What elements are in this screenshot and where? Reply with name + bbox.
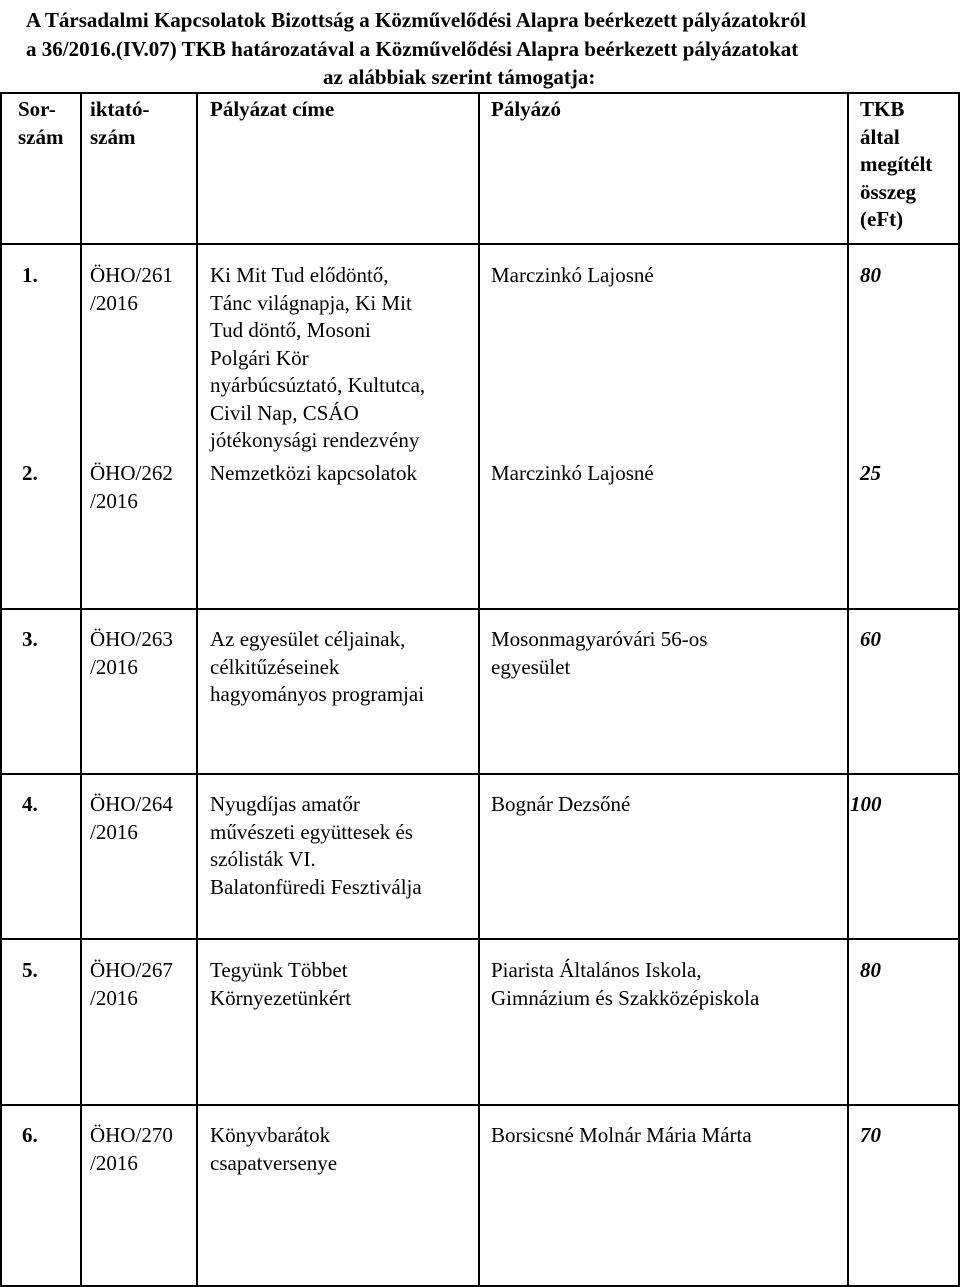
row-4-osszeg: 100 (850, 792, 882, 816)
row-6-cim: Könyvbarátok csapatversenye (210, 1123, 338, 1175)
row-3-sorszam: 3. (22, 627, 38, 651)
grant-table (0, 92, 960, 1287)
row-5-palyazo: Piarista Általános Iskola, Gimnázium és Szakközépiskola (491, 958, 760, 1010)
row-4-cim: Nyugdíjas amatőr művészeti együttesek és szólisták VI. Balatonfüredi Fesztiválja (210, 792, 422, 899)
table-rule (0, 773, 960, 775)
table-rule (478, 92, 480, 1287)
row-6-palyazo: Borsicsné Molnár Mária Márta (491, 1123, 752, 1147)
header-palyazat-cime: Pályázat címe (210, 97, 335, 121)
table-rule (0, 243, 960, 245)
row-2-cim: Nemzetközi kapcsolatok (210, 461, 418, 485)
row-1-palyazo: Marczinkó Lajosné (491, 263, 654, 287)
row-3-cim: Az egyesület céljainak, célkitűzéseinek hagyományos programjai (210, 627, 425, 706)
row-4-sorszam: 4. (22, 792, 38, 816)
row-2-sorszam: 2. (22, 461, 38, 485)
table-rule (0, 92, 960, 94)
row-1-sorszam: 1. (22, 263, 38, 287)
row-3-osszeg: 60 (860, 627, 881, 651)
row-5-cim: Tegyünk Többet Környezetünkért (210, 958, 352, 1010)
header-sorszam: Sor- szám (18, 97, 64, 149)
title-line-1: A Társadalmi Kapcsolatok Bizottság a Közművelődési Alapra beérkezett pályázatokról (26, 8, 807, 32)
row-6-sorszam: 6. (22, 1123, 38, 1147)
table-rule (0, 92, 2, 1287)
header-osszeg: TKB által megítélt összeg (eFt) (860, 97, 933, 231)
row-1-cim: Ki Mit Tud elődöntő, Tánc világnapja, Ki Mit Tud döntő, Mosoni Polgári Kör nyárbúcsúztató, Kultutca, Civil Nap, CSÁO jótékonysági rendezvény (210, 263, 426, 452)
table-rule (0, 608, 960, 610)
row-1-osszeg: 80 (860, 263, 881, 287)
header-iktatoszam: iktató- szám (90, 97, 150, 149)
table-rule (196, 92, 198, 1287)
row-3-iktatoszam: ÖHO/263 /2016 (90, 627, 173, 679)
title-line-3: az alábbiak szerint támogatja: (323, 65, 596, 89)
row-1-iktatoszam: ÖHO/261 /2016 (90, 263, 173, 315)
row-2-iktatoszam: ÖHO/262 /2016 (90, 461, 173, 513)
document-title (0, 0, 960, 92)
row-2-osszeg: 25 (860, 461, 881, 485)
row-3-palyazo: Mosonmagyaróvári 56-os egyesület (491, 627, 708, 679)
title-line-2: a 36/2016.(IV.07) TKB határozatával a Közművelődési Alapra beérkezett pályázatokat (26, 37, 799, 61)
table-rule (80, 92, 82, 1287)
row-2-palyazo: Marczinkó Lajosné (491, 461, 654, 485)
table-rule (847, 92, 849, 1287)
table-rule (0, 938, 960, 940)
row-6-osszeg: 70 (860, 1123, 881, 1147)
row-6-iktatoszam: ÖHO/270 /2016 (90, 1123, 173, 1175)
header-palyazo: Pályázó (491, 97, 561, 121)
row-4-palyazo: Bognár Dezsőné (491, 792, 631, 816)
row-5-iktatoszam: ÖHO/267 /2016 (90, 958, 173, 1010)
row-5-osszeg: 80 (860, 958, 881, 982)
row-4-iktatoszam: ÖHO/264 /2016 (90, 792, 173, 844)
table-rule (0, 1104, 960, 1106)
row-5-sorszam: 5. (22, 958, 38, 982)
